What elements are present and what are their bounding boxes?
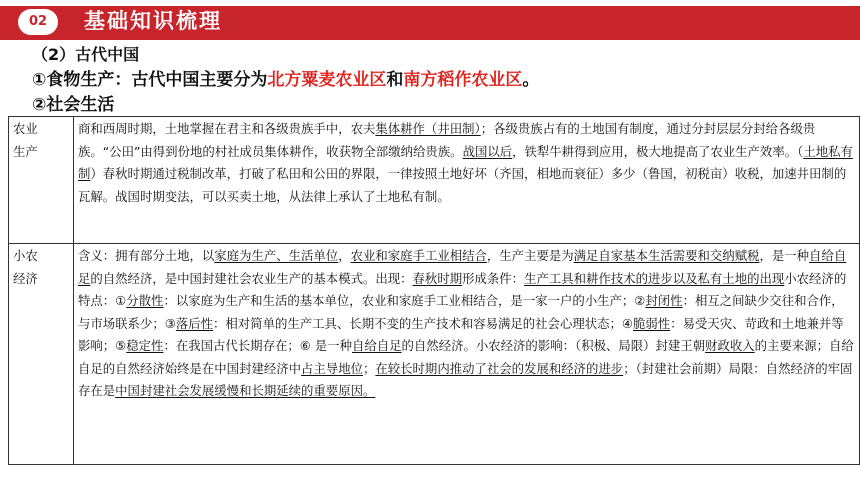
section-number-badge: 02 [18,9,58,35]
row-label-line: 农业 [13,121,38,136]
underlined-keyword: 落后性 [175,315,214,331]
underlined-keyword: 封闭性 [645,293,683,308]
row-label-line: 小农 [13,248,38,263]
text-segment: ：易受天灾、苛政和土地兼并等影响；⑤ [78,315,844,353]
food-prefix: ①食物生产：古代中国主要分为 [32,70,268,90]
row-label-line: 经济 [13,270,38,286]
social-life-heading: ②社会生活 [32,95,115,115]
text-segment: 的自然经济，是中国封建社会农业生产的基本模式。出现： [90,270,413,286]
underlined-keyword: 财政收入 [705,338,755,353]
underlined-keyword: 自给自足 [351,338,402,353]
text-segment: ）春秋时期通过税制改革，打破了私田和公田的界限，一律按照土地好坏（齐国，相地而衰征）多少（鲁国，初税亩）收税，加速井田制的瓦解。战国时期变法，可以买卖土地，从法律上承认了土地私有制。 [78,166,847,204]
text-segment: 含义：拥有部分土地，以 [78,248,215,263]
text-segment: ， [338,248,351,263]
table-row [9,117,860,244]
underlined-keyword: 自给自足 [78,248,847,286]
underlined-keyword: 家庭为生产、生活单位 [214,248,339,263]
text-segment: 小农经济的特点：① [78,270,847,308]
underlined-keyword: 占主导地位 [301,360,363,376]
text-segment: 形成条件： [462,270,525,286]
text-segment: ：以家庭为生产和生活的基本单位，农业和家庭手工业相结合，是一家一户的小生产；② [163,293,646,308]
text-segment: ，是一种 [759,248,810,263]
text-segment: ：在我国古代长期存在；⑥ 是一种 [163,338,352,353]
text-segment: 的自然经济。小农经济的影响：（积极、局限）封建王朝 [401,338,706,353]
table-row [9,244,860,465]
row-label-smallholder [9,244,74,465]
text-segment: ，生产主要是为 [486,248,574,263]
text-segment: 商和西周时期，土地掌握在君主和各级贵族手中，农夫 [78,121,376,136]
subsection-title: （2）古代中国 [32,45,140,64]
text-segment: 的主要来源；自给自足的自然经济始终是在中国封建经济中 [78,338,854,376]
text-segment: ； [362,360,376,376]
content-table [8,116,860,465]
text-segment: ，铁犁牛耕得到应用，极大地提高了农业生产效率。（ [512,143,804,159]
underlined-keyword: 集体耕作（井田制） [375,121,481,136]
page-title: 基础知识梳理 [84,9,222,33]
text-segment: ：相对简单的生产工具、长期不变的生产技术和容易满足的社会心理状态；④ [213,315,634,331]
underlined-keyword: 战国以后 [462,143,513,159]
underlined-keyword: 满足自家基本生活需要和交纳赋税 [573,248,760,263]
row-label-line: 生产 [13,143,38,159]
south-region: 南方稻作农业区 [403,70,523,90]
underlined-keyword: 中国封建社会发展缓慢和长期延续的重要原因。 [115,383,376,398]
underlined-keyword: 生产工具和耕作技术的进步以及私有土地的出现 [524,270,785,286]
underlined-keyword: 分散性 [126,293,164,308]
underlined-keyword: 稳定性 [126,338,164,353]
text-segment: ；（封建社会前期）局限：自然经济的牢固存在是 [78,360,853,398]
underlined-keyword: 农业和家庭手工业相结合 [350,248,487,263]
north-region: 北方粟麦农业区 [267,70,387,90]
underlined-keyword: 土地私有制 [78,143,853,181]
smallholder-text-cell [74,244,860,465]
row-label-agriculture [9,117,74,244]
text-segment: ：相互之间缺少交往和合作，与市场联系少；③ [78,293,844,331]
agriculture-text-cell [74,117,860,244]
food-and: 和 [386,70,404,90]
underlined-keyword: 脆弱性 [633,315,671,331]
underlined-keyword: 在较长时期内推动了社会的发展和经济的进步 [375,360,624,376]
food-end: 。 [522,70,540,90]
food-production-line [32,68,539,92]
underlined-keyword: 春秋时期 [412,270,463,286]
text-segment: ；各级贵族占有的土地国有制度，通过分封层层分封给各级贵族。“公田”由得到份地的村社成员集体耕作，收获物全部缴纳给贵族。 [78,121,816,159]
